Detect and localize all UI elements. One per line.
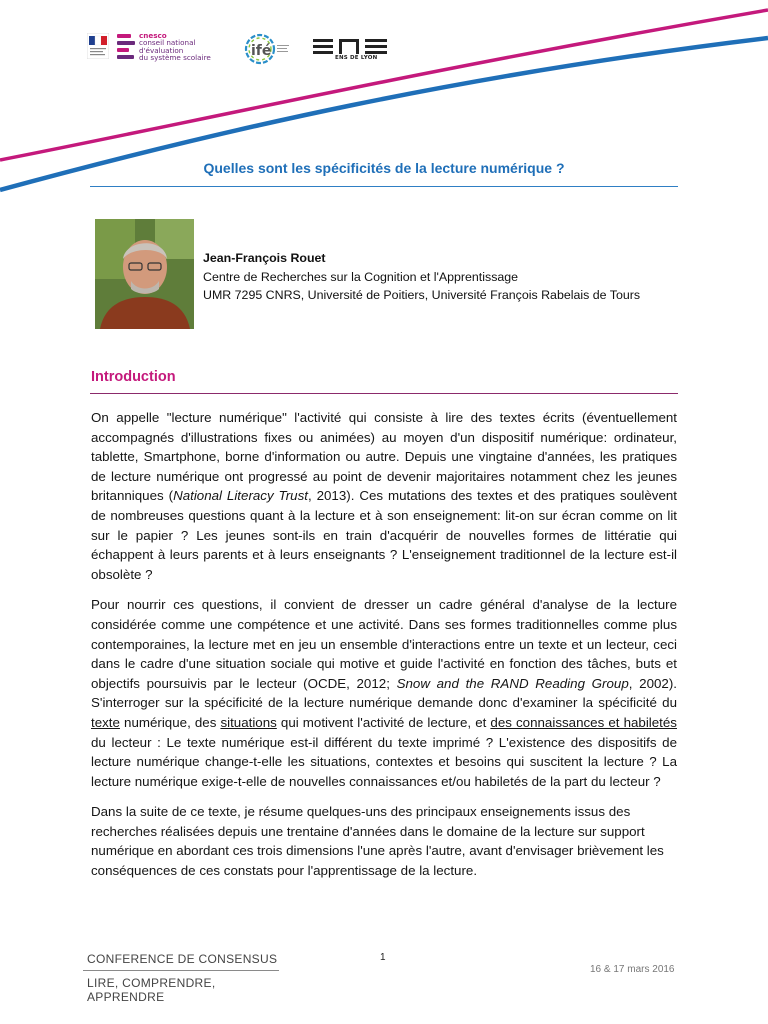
paragraph-1: On appelle "lecture numérique" l'activité qui consiste à lire des textes écrits (éventuellement accompagnés d'illustrations fixes ou animées) au moyen d'un dispositif numérique: ordinateur, tablette, Smartphone, borne d'information ou autre. Depuis une vingtaine d'années, les pratiques de lecture numérique ont progressé au point de devenir majoritaires notamment chez les jeunes britanniques (National Literacy Trust, 2013). Ces mutations des textes et des pratiques soulèvent de nombreuses questions quant à la lecture et à son enseignement: lit-on sur écran comme on lit sur le papier ? Les jeunes sont-ils en train d'acquérir de nouvelles formes de littératie qui échappent à leurs parents et à leurs enseignants ? L'enseignement traditionnel de la lecture est-il obsolète ? bbox=[91, 410, 678, 582]
paragraph-2: Pour nourrir ces questions, il convient de dresser un cadre général d'analyse de la lecture considérée comme une compétence et une activité. Dans ses formes traditionnelles comme plus contemporaines, la lecture met en jeu un ensemble d'interactions entre un texte et un lecteur, ceci dans le cadre d'une situation sociale qui motive et guide l'activité en fonction des tâches, buts et objectifs poursuivis par le lecteur (OCDE, 2012; Snow and the RAND Reading Group, 2002). S'interroger sur la spécificité de la lecture numérique demande donc d'examiner la spécificité du texte numérique, des situations qui motivent l'activité de lecture, et des connaissances et habiletés du lecteur : Le texte numérique est-il différent du texte imprimé ? L'existence des dispositifs de lecture numérique change-t-elle les situations, contextes et besoins qui suscitent la lecture ? La lecture numérique exige-t-elle de nouvelles connaissances et/ou habiletés de la part du lecteur ? bbox=[91, 597, 677, 789]
author-affiliation-lab: Centre de Recherches sur la Cognition et l'Apprentissage bbox=[203, 269, 519, 284]
cnesco-logo bbox=[117, 32, 227, 64]
ens-wordmark-icon bbox=[313, 38, 391, 54]
document-body bbox=[91, 408, 677, 892]
footer-date: 16 & 17 mars 2016 bbox=[590, 964, 675, 975]
ens-lyon-logo bbox=[313, 38, 391, 66]
footer-conference-title: CONFERENCE DE CONSENSUS bbox=[83, 952, 279, 971]
title-divider bbox=[90, 186, 678, 187]
ministry-logo-icon bbox=[87, 33, 109, 59]
footer-conference-subtitle: LIRE, COMPRENDRE, APPRENDRE bbox=[87, 976, 216, 1004]
section-divider bbox=[90, 393, 678, 394]
svg-text:ifé: ifé bbox=[251, 43, 272, 59]
paragraph-3: Dans la suite de ce texte, je résume quelques-uns des principaux enseignements issus des recherches réalisées depuis une trentaine d'années dans le domaine de la lecture sur support numérique en abordant ces trois dimensions l'une après l'autre, avant d'envisager brièvement les conséquences de ces constats pour l'apprentissage de la lecture. bbox=[91, 804, 664, 879]
ife-logo-icon bbox=[244, 32, 292, 66]
page-number: 1 bbox=[380, 952, 386, 963]
author-block bbox=[203, 249, 640, 305]
document-title: Quelles sont les spécificités de la lecture numérique ? bbox=[203, 160, 565, 176]
author-name: Jean-François Rouet bbox=[203, 251, 326, 265]
author-photo bbox=[95, 219, 194, 329]
footer-conference-block bbox=[83, 952, 279, 1004]
section-heading-introduction: Introduction bbox=[91, 369, 176, 385]
ens-subtitle: ENS DE LYON bbox=[335, 55, 378, 61]
cnesco-logo-text: cnesco conseil national d'évaluation du système scolaire bbox=[139, 31, 211, 63]
author-affiliation-university: UMR 7295 CNRS, Université de Poitiers, Université François Rabelais de Tours bbox=[203, 288, 641, 302]
